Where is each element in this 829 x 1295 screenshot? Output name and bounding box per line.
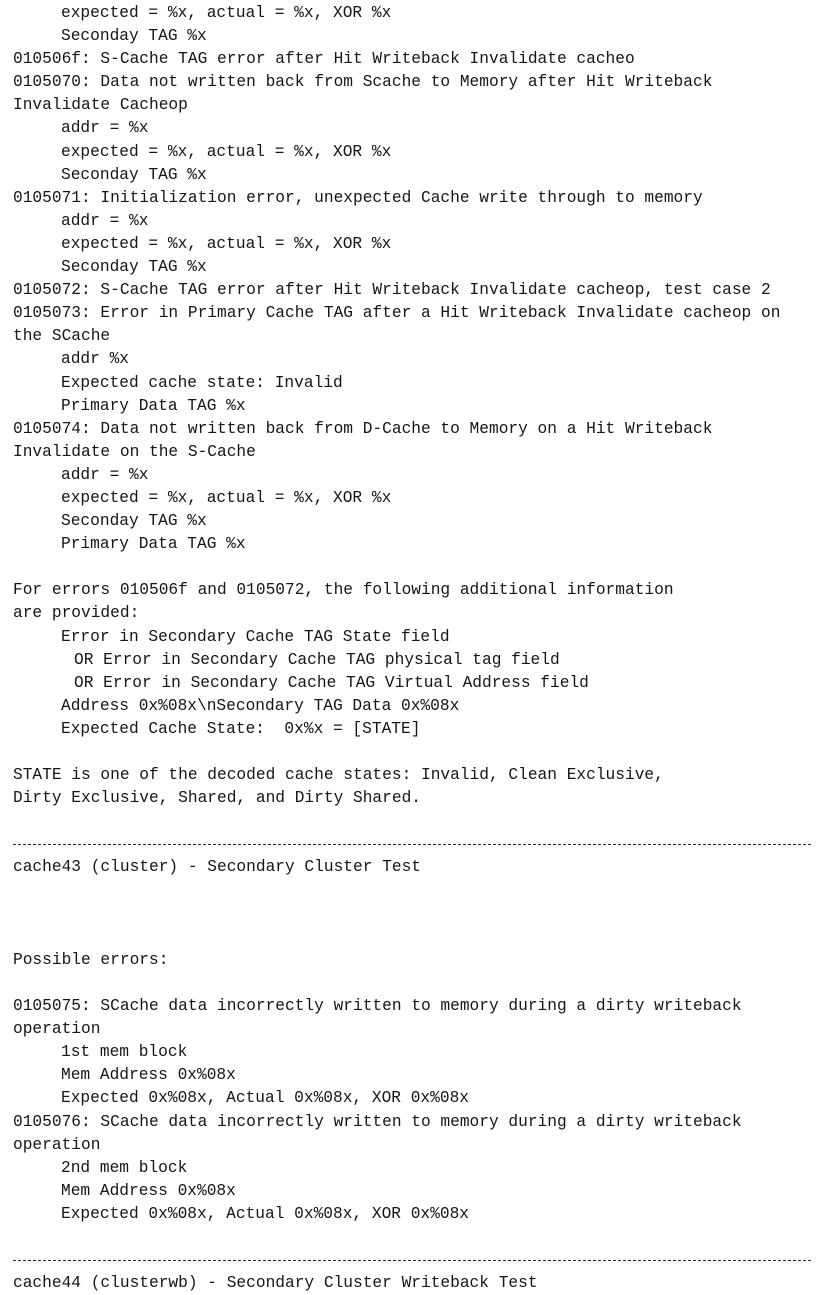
section-cache44	[13, 1272, 829, 1295]
detail-line: addr = %x	[61, 211, 149, 230]
detail-line: Expected Cache State: 0x%x = [STATE]	[61, 719, 421, 738]
error-line: 0105073: Error in Primary Cache TAG after a Hit Writeback Invalidate cacheop on	[13, 304, 781, 323]
blank-line	[13, 741, 829, 764]
detail-line: Seconday TAG %x	[61, 27, 207, 46]
document-page	[13, 2, 829, 1295]
blank-line	[13, 972, 829, 995]
detail-line: OR Error in Secondary Cache TAG Virtual Address field	[74, 673, 589, 692]
error-line-continuation: the SCache	[13, 327, 111, 346]
error-line: 0105074: Data not written back from D-Cache to Memory on a Hit Writeback	[13, 419, 713, 438]
detail-line: addr %x	[61, 350, 129, 369]
error-line: 0105071: Initialization error, unexpected Cache write through to memory	[13, 188, 703, 207]
detail-line: 2nd mem block	[61, 1158, 188, 1177]
error-line: 0105072: S-Cache TAG error after Hit Writeback Invalidate cacheop, test case 2	[13, 281, 771, 300]
detail-line: Expected 0x%08x, Actual 0x%08x, XOR 0x%08x	[61, 1204, 469, 1223]
error-line-continuation: operation	[13, 1020, 101, 1039]
paragraph-line: For errors 010506f and 0105072, the following additional information	[13, 581, 674, 600]
paragraph-line: STATE is one of the decoded cache states: Invalid, Clean Exclusive,	[13, 766, 664, 785]
detail-line: expected = %x, actual = %x, XOR %x	[61, 234, 392, 253]
state-note-block	[13, 764, 829, 810]
section-cache43	[13, 856, 829, 1226]
detail-line: Error in Secondary Cache TAG State field	[61, 627, 450, 646]
detail-line: expected = %x, actual = %x, XOR %x	[61, 488, 392, 507]
detail-line: 1st mem block	[61, 1043, 188, 1062]
detail-line: expected = %x, actual = %x, XOR %x	[61, 4, 392, 22]
blank-line	[13, 880, 829, 926]
detail-line: addr = %x	[61, 465, 149, 484]
error-line-continuation: Invalidate on the S-Cache	[13, 442, 256, 461]
detail-line: Mem Address 0x%08x	[61, 1066, 236, 1085]
detail-line: addr = %x	[61, 119, 149, 138]
additional-info-block	[13, 579, 829, 741]
detail-line: OR Error in Secondary Cache TAG physical tag field	[74, 650, 560, 669]
detail-line: Mem Address 0x%08x	[61, 1181, 236, 1200]
error-line: 0105075: SCache data incorrectly written to memory during a dirty writeback	[13, 997, 742, 1016]
blank-line	[13, 926, 829, 949]
section-heading: cache44 (clusterwb) - Secondary Cluster Writeback Test	[13, 1274, 538, 1293]
possible-errors-label: Possible errors:	[13, 950, 169, 969]
detail-line: Seconday TAG %x	[61, 512, 207, 531]
error-line: 0105076: SCache data incorrectly written to memory during a dirty writeback	[13, 1112, 742, 1131]
error-line: 0105070: Data not written back from Scache to Memory after Hit Writeback	[13, 73, 713, 92]
paragraph-line: are provided:	[13, 604, 140, 623]
section-heading: cache43 (cluster) - Secondary Cluster Test	[13, 858, 421, 877]
detail-line: Address 0x%08x\nSecondary TAG Data 0x%08x	[61, 696, 460, 715]
paragraph-line: Dirty Exclusive, Shared, and Dirty Shared.	[13, 789, 421, 808]
section-divider	[13, 833, 829, 856]
error-line-continuation: operation	[13, 1135, 101, 1154]
blank-line	[13, 556, 829, 579]
blank-line	[13, 1226, 829, 1249]
detail-line: Seconday TAG %x	[61, 165, 207, 184]
detail-line: Expected 0x%08x, Actual 0x%08x, XOR 0x%08x	[61, 1089, 469, 1108]
section-divider	[13, 1249, 829, 1272]
error-line-continuation: Invalidate Cacheop	[13, 96, 188, 115]
detail-line: Seconday TAG %x	[61, 258, 207, 277]
detail-line: Primary Data TAG %x	[61, 396, 246, 415]
error-block-scache-writeback	[13, 2, 829, 556]
detail-line: Expected cache state: Invalid	[61, 373, 343, 392]
blank-line	[13, 810, 829, 833]
error-line: 010506f: S-Cache TAG error after Hit Writeback Invalidate cacheo	[13, 50, 635, 69]
detail-line: Primary Data TAG %x	[61, 535, 246, 554]
detail-line: expected = %x, actual = %x, XOR %x	[61, 142, 392, 161]
